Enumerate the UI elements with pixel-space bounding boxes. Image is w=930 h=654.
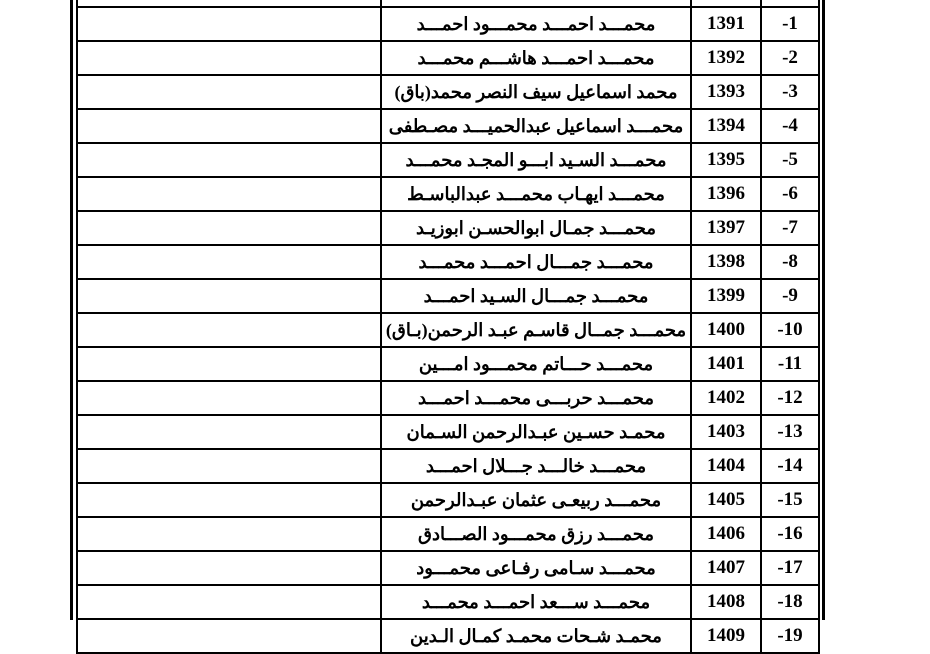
table-row: [77, 177, 819, 211]
cell-seat-number: 1403: [691, 415, 761, 449]
cell-blank: [77, 245, 381, 279]
cell-serial: 16-: [761, 517, 819, 551]
cell-student-name: محمـــد رزق محمـــود الصـــادق: [381, 517, 691, 551]
cell-seat-number: 1394: [691, 109, 761, 143]
cell-student-name: محمـــد خالـــد جـــلال احمـــد: [381, 449, 691, 483]
table-row: [77, 279, 819, 313]
cell-student-name: محمـــد ربيعـى عثمان عبـدالرحمن: [381, 483, 691, 517]
cell-student-name: محمـد حسـين عبـدالرحمن السـمان: [381, 415, 691, 449]
column-header-blank: [77, 0, 381, 7]
cell-blank: [77, 347, 381, 381]
table-row: [77, 211, 819, 245]
page-border-right-rule: [822, 0, 825, 620]
cell-seat-number: 1397: [691, 211, 761, 245]
cell-student-name: محمـــد ايهـاب محمـــد عبدالباسـط: [381, 177, 691, 211]
table-row: [77, 483, 819, 517]
cell-blank: [77, 381, 381, 415]
cell-serial: 10-: [761, 313, 819, 347]
cell-seat-number: 1398: [691, 245, 761, 279]
cell-seat-number: 1408: [691, 585, 761, 619]
cell-student-name: محمـــد احمـــد محمـــود احمـــد: [381, 7, 691, 41]
cell-seat-number: 1401: [691, 347, 761, 381]
cell-serial: 6-: [761, 177, 819, 211]
page-border-left-rule: [70, 0, 73, 620]
cell-blank: [77, 619, 381, 653]
cell-student-name: محمـــد احمـــد هاشـــم محمـــد: [381, 41, 691, 75]
cell-student-name: محمـــد اسماعيل عبدالحميـــد مصـطفى: [381, 109, 691, 143]
cell-serial: 9-: [761, 279, 819, 313]
table-row: [77, 381, 819, 415]
cell-serial: 12-: [761, 381, 819, 415]
cell-student-name: محمـــد السـيد ابـــو المجـد محمـــد: [381, 143, 691, 177]
cell-blank: [77, 7, 381, 41]
cell-serial: 19-: [761, 619, 819, 653]
cell-student-name: محمـــد جمـال ابوالحسـن ابوزيـد: [381, 211, 691, 245]
cell-blank: [77, 279, 381, 313]
cell-student-name: محمـــد جمـــال السـيد احمـــد: [381, 279, 691, 313]
cell-blank: [77, 75, 381, 109]
cell-serial: 11-: [761, 347, 819, 381]
cell-serial: 18-: [761, 585, 819, 619]
cell-blank: [77, 585, 381, 619]
cell-seat-number: 1404: [691, 449, 761, 483]
cell-serial: 5-: [761, 143, 819, 177]
cell-student-name: محمـــد سـامى رفـاعى محمـــود: [381, 551, 691, 585]
cell-blank: [77, 41, 381, 75]
cell-seat-number: 1402: [691, 381, 761, 415]
table-row: [77, 7, 819, 41]
cell-student-name: محمـد شـحات محمـد كمـال الـدين: [381, 619, 691, 653]
table-row: [77, 75, 819, 109]
cell-blank: [77, 517, 381, 551]
table-row: [77, 449, 819, 483]
table-row: [77, 313, 819, 347]
cell-blank: [77, 211, 381, 245]
cell-student-name: محمـــد حـــاتم محمـــود امـــين: [381, 347, 691, 381]
table-row: [77, 415, 819, 449]
cell-seat-number: 1407: [691, 551, 761, 585]
table-row: [77, 41, 819, 75]
cell-student-name: محمـــد حربـــى محمـــد احمـــد: [381, 381, 691, 415]
roster-table-container: [78, 0, 820, 654]
table-body: [77, 7, 819, 653]
cell-blank: [77, 313, 381, 347]
cell-blank: [77, 483, 381, 517]
cell-seat-number: 1392: [691, 41, 761, 75]
cell-serial: 17-: [761, 551, 819, 585]
cell-serial: 13-: [761, 415, 819, 449]
table-row: [77, 551, 819, 585]
table-row: [77, 619, 819, 653]
cell-blank: [77, 109, 381, 143]
table-row: [77, 347, 819, 381]
cell-blank: [77, 143, 381, 177]
cell-serial: 7-: [761, 211, 819, 245]
column-header-serial: [761, 0, 819, 7]
cell-seat-number: 1406: [691, 517, 761, 551]
cell-seat-number: 1393: [691, 75, 761, 109]
cell-seat-number: 1409: [691, 619, 761, 653]
table-row: [77, 109, 819, 143]
column-header-number: [691, 0, 761, 7]
table-header-row: [77, 0, 819, 7]
cell-serial: 4-: [761, 109, 819, 143]
table-row: [77, 517, 819, 551]
cell-serial: 8-: [761, 245, 819, 279]
student-roster-table: [76, 0, 820, 654]
cell-seat-number: 1395: [691, 143, 761, 177]
table-header: [77, 0, 819, 7]
table-row: [77, 245, 819, 279]
cell-seat-number: 1399: [691, 279, 761, 313]
cell-serial: 1-: [761, 7, 819, 41]
cell-serial: 15-: [761, 483, 819, 517]
cell-student-name: محمـــد جمـــال احمـــد محمـــد: [381, 245, 691, 279]
cell-student-name: محمـــد جمــال قاسـم عبـد الرحمن(بـاق): [381, 313, 691, 347]
table-row: [77, 143, 819, 177]
cell-blank: [77, 177, 381, 211]
cell-seat-number: 1405: [691, 483, 761, 517]
table-row: [77, 585, 819, 619]
cell-seat-number: 1400: [691, 313, 761, 347]
cell-serial: 3-: [761, 75, 819, 109]
cell-student-name: محمـــد ســـعد احمـــد محمـــد: [381, 585, 691, 619]
cell-blank: [77, 551, 381, 585]
cell-seat-number: 1396: [691, 177, 761, 211]
column-header-name: [381, 0, 691, 7]
cell-seat-number: 1391: [691, 7, 761, 41]
cell-blank: [77, 449, 381, 483]
cell-serial: 14-: [761, 449, 819, 483]
cell-serial: 2-: [761, 41, 819, 75]
cell-student-name: محمد اسماعيل سيف النصر محمد(باق): [381, 75, 691, 109]
cell-blank: [77, 415, 381, 449]
